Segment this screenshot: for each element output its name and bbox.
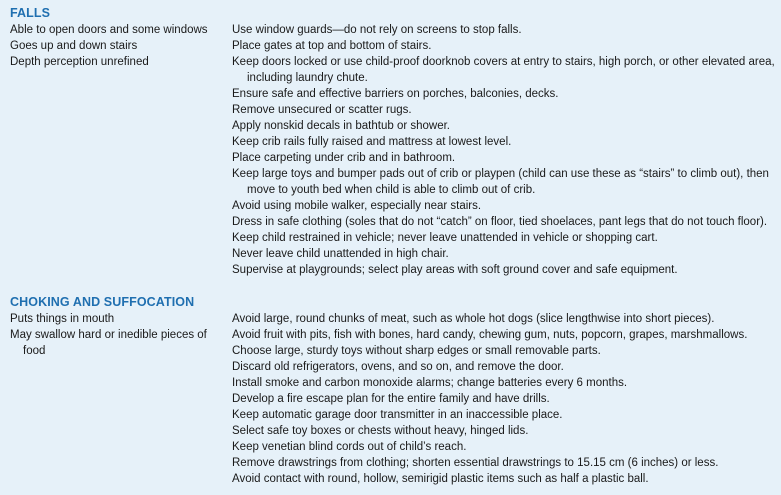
action-item: Supervise at playgrounds; select play areas with soft ground cover and safe equipment. bbox=[232, 264, 678, 276]
choking-actions-list bbox=[232, 311, 767, 487]
action-item: Remove unsecured or scatter rugs. bbox=[232, 104, 412, 116]
action-item: Keep venetian blind cords out of child’s reach. bbox=[232, 441, 467, 453]
action-item: Never leave child unattended in high chair. bbox=[232, 248, 449, 260]
action-item: Apply nonskid decals in bathtub or shower. bbox=[232, 120, 450, 132]
action-item: Develop a fire escape plan for the entire family and have drills. bbox=[232, 393, 550, 405]
falls-development-list bbox=[10, 22, 210, 70]
action-item: Place gates at top and bottom of stairs. bbox=[232, 40, 432, 52]
development-item: Puts things in mouth bbox=[10, 313, 115, 325]
development-item: Depth perception unrefined bbox=[10, 56, 149, 68]
action-item: Remove drawstrings from clothing; shorten essential drawstrings to 15.15 cm (6 inches) or less. bbox=[232, 457, 719, 469]
action-item: Keep crib rails fully raised and mattress at lowest level. bbox=[232, 136, 512, 148]
action-item: Keep doors locked or use child-proof doorknob covers at entry to stairs, high porch, or other elevated area, bbox=[232, 56, 775, 68]
action-item: Avoid contact with round, hollow, semirigid plastic items such as half a plastic ball. bbox=[232, 473, 649, 485]
action-item: Avoid large, round chunks of meat, such as whole hot dogs (slice lengthwise into short pieces). bbox=[232, 313, 715, 325]
action-item: Avoid using mobile walker, especially near stairs. bbox=[232, 200, 482, 212]
action-item: Place carpeting under crib and in bathroom. bbox=[232, 152, 456, 164]
action-item: Choose large, sturdy toys without sharp edges or small removable parts. bbox=[232, 345, 601, 357]
choking-development-list bbox=[10, 311, 210, 359]
action-item-continuation: including laundry chute. bbox=[247, 72, 368, 84]
development-item-continuation: food bbox=[23, 345, 46, 357]
development-item: Able to open doors and some windows bbox=[10, 24, 208, 36]
action-item: Avoid fruit with pits, fish with bones, hard candy, chewing gum, nuts, popcorn, grapes, marshmallows. bbox=[232, 329, 748, 341]
action-item: Keep automatic garage door transmitter in an inaccessible place. bbox=[232, 409, 563, 421]
action-item-continuation: move to youth bed when child is able to climb out of crib. bbox=[247, 184, 536, 196]
development-item: Goes up and down stairs bbox=[10, 40, 138, 52]
action-item: Use window guards—do not rely on screens to stop falls. bbox=[232, 24, 522, 36]
action-item: Discard old refrigerators, ovens, and so on, and remove the door. bbox=[232, 361, 564, 373]
action-item: Dress in safe clothing (soles that do not “catch” on floor, tied shoelaces, pant legs that do not touch floor). bbox=[232, 216, 768, 228]
action-item: Select safe toy boxes or chests without heavy, hinged lids. bbox=[232, 425, 529, 437]
section-heading-choking: CHOKING AND SUFFOCATION bbox=[10, 295, 195, 309]
action-item: Install smoke and carbon monoxide alarms; change batteries every 6 months. bbox=[232, 377, 628, 389]
action-item: Ensure safe and effective barriers on porches, balconies, decks. bbox=[232, 88, 559, 100]
action-item: Keep child restrained in vehicle; never leave unattended in vehicle or shopping cart. bbox=[232, 232, 658, 244]
falls-actions-list bbox=[232, 22, 775, 278]
development-item: May swallow hard or inedible pieces of bbox=[10, 329, 207, 341]
action-item: Keep large toys and bumper pads out of crib or playpen (child can use these as “stairs” to climb out), then bbox=[232, 168, 769, 180]
section-heading-falls: FALLS bbox=[10, 6, 51, 20]
